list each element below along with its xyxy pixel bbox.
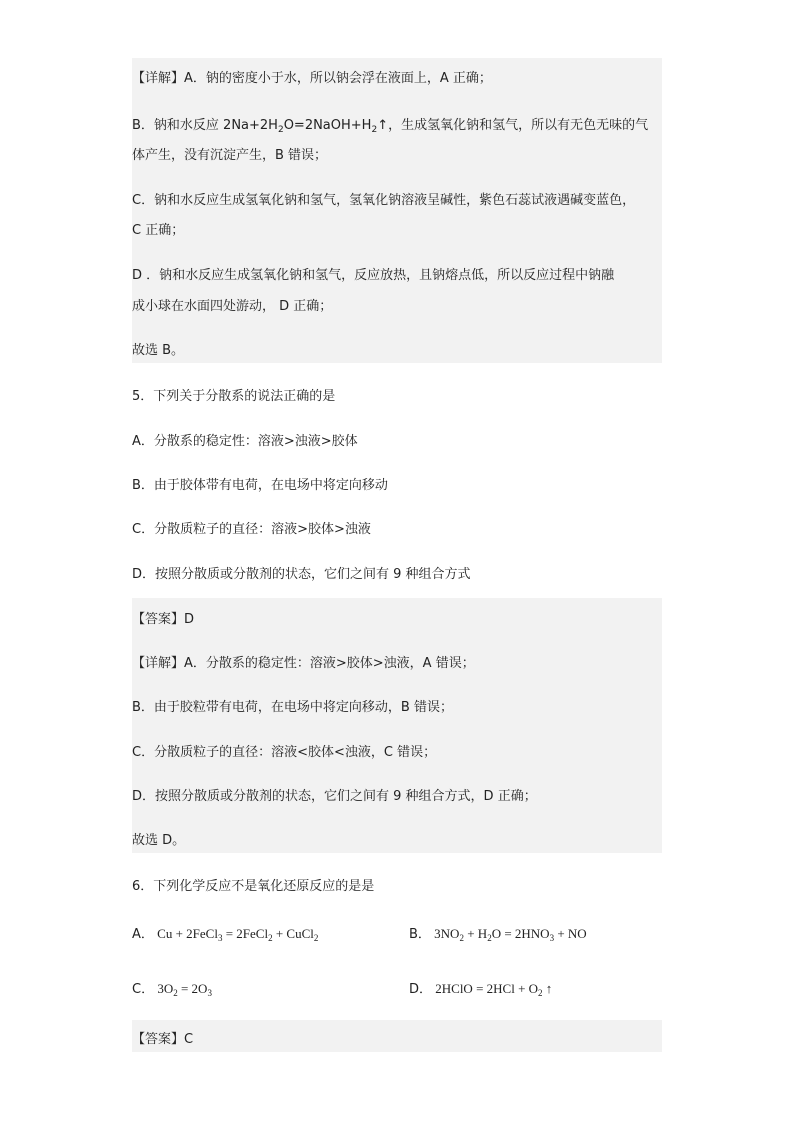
explanation-line: B．钠和水反应 $2Na+2H_2O=2NaOH+H_2↑$，生成氢氧化钠和氢气，所以有无色无味的气 (132, 118, 649, 135)
option-b-equation: B． $3NO_2 + H_2O = 2HNO_3$ + NO (409, 926, 587, 943)
question-option: C．分散质粒子的直径：溶液>胶体>浊液 (132, 522, 371, 537)
option-a-equation: A． Cu + 2FeCl$_3$ = 2FeCl$_2$ + CuCl$_2$ (132, 926, 319, 943)
explanation-line: D．按照分散质或分散剂的状态，它们之间有 9 种组合方式，D 正确； (132, 789, 537, 804)
question-stem: 5．下列关于分散系的说法正确的是 (132, 389, 336, 404)
explanation-line: 体产生，没有沉淀产生，B 错误； (132, 148, 328, 163)
question-stem: 6．下列化学反应不是氧化还原反应的是是 (132, 879, 375, 894)
explanation-line: 【详解】A．分散系的稳定性：溶液>胶体>浊液，A 错误； (132, 656, 475, 671)
answer-block-q6 (132, 1020, 662, 1052)
explanation-block-q4 (132, 58, 662, 363)
explanation-line: C 正确； (132, 223, 185, 238)
option-c-equation: C． $3O_2 = 2O_3$ (132, 981, 212, 998)
explanation-line: C．分散质粒子的直径：溶液<胶体<浊液，C 错误； (132, 745, 437, 760)
answer-label: 【答案】D (132, 612, 195, 627)
explanation-line: 成小球在水面四处游动， D 正确； (132, 299, 333, 314)
option-d-equation: D． 2HClO = $2HCl + O_2$ ↑ (409, 981, 553, 998)
question-option: D．按照分散质或分散剂的状态，它们之间有 9 种组合方式 (132, 567, 471, 582)
explanation-line: B．由于胶粒带有电荷，在电场中将定向移动，B 错误； (132, 700, 453, 715)
question-option: A．分散系的稳定性：溶液>浊液>胶体 (132, 434, 358, 449)
explanation-line: C．钠和水反应生成氢氧化钠和氢气，氢氧化钠溶液呈碱性，紫色石蕊试液遇碱变蓝色， (132, 193, 636, 208)
answer-block-q5 (132, 598, 662, 853)
explanation-line: D ．钠和水反应生成氢氧化钠和氢气，反应放热，且钠熔点低，所以反应过程中钠融 (132, 268, 615, 283)
answer-label: 【答案】C (132, 1032, 194, 1047)
explanation-line: 故选 D。 (132, 833, 186, 848)
explanation-line: 【详解】A．钠的密度小于水，所以钠会浮在液面上，A 正确； (132, 71, 492, 86)
question-option: B．由于胶体带有电荷，在电场中将定向移动 (132, 478, 388, 493)
explanation-line: 故选 B。 (132, 343, 185, 358)
